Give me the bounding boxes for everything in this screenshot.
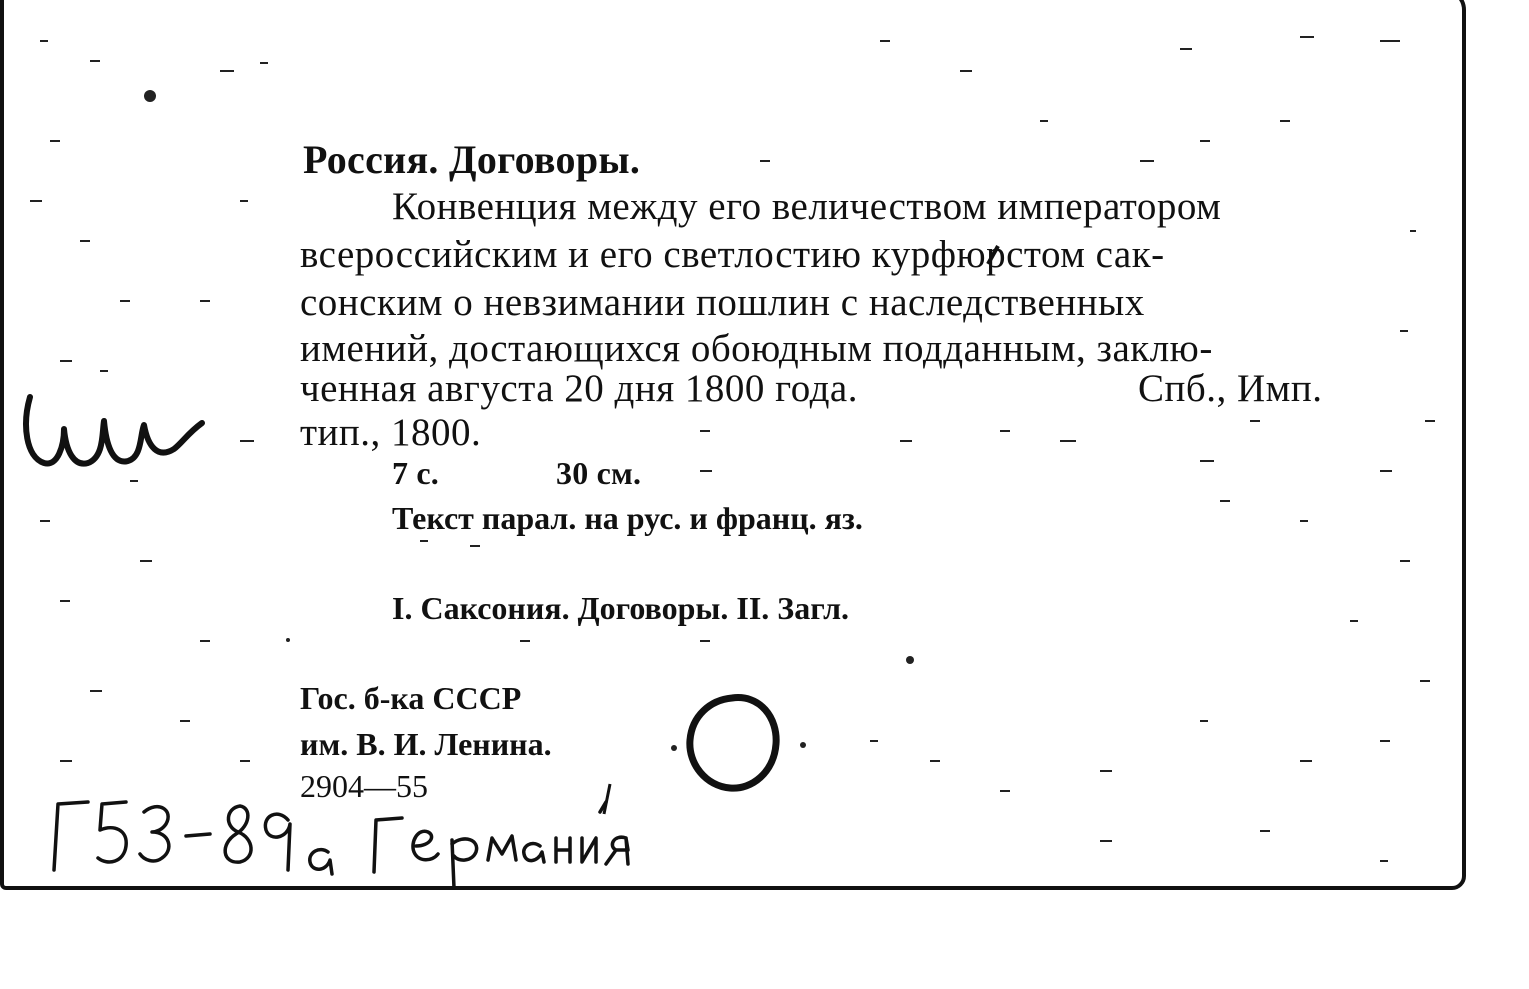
tracings: I. Саксония. Договоры. II. Загл.: [392, 590, 850, 626]
language-note: Текст парал. на рус. и франц. яз.: [392, 500, 863, 536]
title-line-4: имений, достающихся обоюдным подданным, заклю-: [300, 327, 1213, 370]
title-line-2: всероссийским и его светлостию курфюрстом сак-: [300, 233, 1165, 276]
collation-size: 30 см.: [556, 455, 642, 491]
imprint-line: тип., 1800.: [300, 411, 482, 454]
collation-pages: 7 с.: [392, 455, 440, 491]
title-line-1: Конвенция между его величеством императором: [392, 185, 1222, 228]
library-line-1: Гос. б-ка СССР: [300, 680, 522, 716]
title-line-3: сонским о невзимании пошлин с наследственных: [300, 281, 1145, 324]
subject-heading: Россия. Договоры.: [303, 137, 641, 182]
title-line-5: ченная августа 20 дня 1800 года.: [300, 367, 858, 410]
imprint-place: Спб., Имп.: [1138, 367, 1323, 410]
card-number: 2904—55: [300, 768, 428, 804]
library-line-2: им. В. И. Ленина.: [300, 726, 552, 762]
